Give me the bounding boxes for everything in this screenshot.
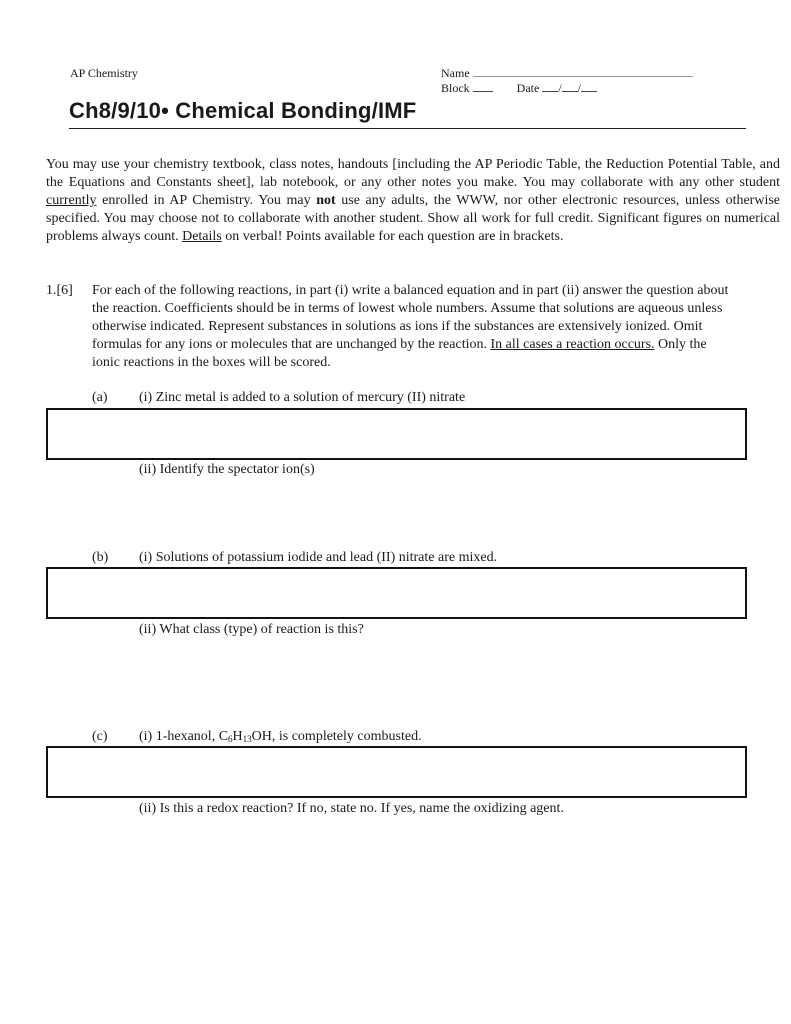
instructions-text: on verbal! Points available for each question are in brackets.	[221, 229, 564, 244]
subscript-13: 13	[242, 734, 252, 744]
title-divider	[69, 128, 746, 129]
date-label: Date	[516, 81, 540, 95]
part-c-text: (i) 1-hexanol, C	[139, 729, 229, 744]
date-day-blank[interactable]	[562, 81, 578, 92]
question-number: 1.[6]	[46, 283, 73, 298]
part-b-prompt-i: (i) Solutions of potassium iodide and lead (II) nitrate are mixed.	[139, 550, 498, 565]
instructions-paragraph	[46, 156, 780, 246]
page-title: Ch8/9/10• Chemical Bonding/IMF	[69, 98, 417, 123]
question-text: Only the ionic reactions in the boxes will be scored.	[92, 337, 707, 370]
question-text: For each of the following reactions, in part (i) write a balanced equation and in part (ii) answer the question about the reaction. Coefficients should be in terms of lowest whole numbers. Assume that solutions are aqueous unless otherwise indicated. Represent substances in solutions as ions if the substances are extensively ionized. Omit formulas for any ions or molecules that are unchanged by the reaction.	[92, 283, 729, 352]
name-label: Name	[441, 66, 470, 80]
name-field-row	[441, 66, 693, 80]
instructions-underlined-details: Details	[182, 229, 222, 244]
part-c-prompt-i	[139, 728, 422, 746]
instructions-underlined-currently: currently	[46, 193, 97, 208]
date-month-blank[interactable]	[542, 81, 558, 92]
date-separator: /	[558, 81, 562, 95]
question-underlined-text: In all cases a reaction occurs.	[490, 337, 655, 352]
instructions-bold-not: not	[316, 193, 336, 208]
instructions-text: enrolled in AP Chemistry. You may	[96, 193, 317, 208]
part-c-prompt-ii: (ii) Is this a redox reaction? If no, state no. If yes, name the oxidizing agent.	[139, 801, 564, 816]
part-a-answer-box[interactable]	[46, 408, 747, 460]
block-blank[interactable]	[473, 81, 493, 92]
block-label: Block	[441, 81, 470, 95]
part-b-letter: (b)	[92, 550, 109, 565]
part-b-prompt-ii: (ii) What class (type) of reaction is this?	[139, 622, 364, 637]
date-separator: /	[577, 81, 582, 95]
subscript-6: 6	[228, 734, 233, 744]
part-b-answer-box[interactable]	[46, 567, 747, 619]
part-c-text: OH, is completely combusted.	[251, 729, 422, 744]
part-a-prompt-ii: (ii) Identify the spectator ion(s)	[139, 462, 315, 477]
part-a-prompt-i: (i) Zinc metal is added to a solution of mercury (II) nitrate	[139, 390, 466, 405]
course-name: AP Chemistry	[70, 66, 138, 80]
block-date-row	[441, 81, 597, 95]
question-prompt	[92, 282, 732, 372]
name-blank[interactable]	[473, 66, 693, 77]
instructions-text: You may use your chemistry textbook, class notes, handouts [including the AP Periodic Table, the Reduction Potential Table, and the Equations and Constants sheet], lab notebook, or any other notes you make. You may collaborate with any other student	[46, 157, 780, 190]
date-year-blank[interactable]	[581, 81, 597, 92]
part-c-text: H	[232, 729, 243, 744]
part-c-letter: (c)	[92, 729, 108, 744]
part-c-answer-box[interactable]	[46, 746, 747, 798]
instructions-text: use any adults, the WWW, nor other electronic resources, unless otherwise specified. You may choose not to collaborate with another student. Show all work for full credit. Significant figures on numerical problems always count.	[46, 193, 781, 244]
part-a-letter: (a)	[92, 390, 108, 405]
